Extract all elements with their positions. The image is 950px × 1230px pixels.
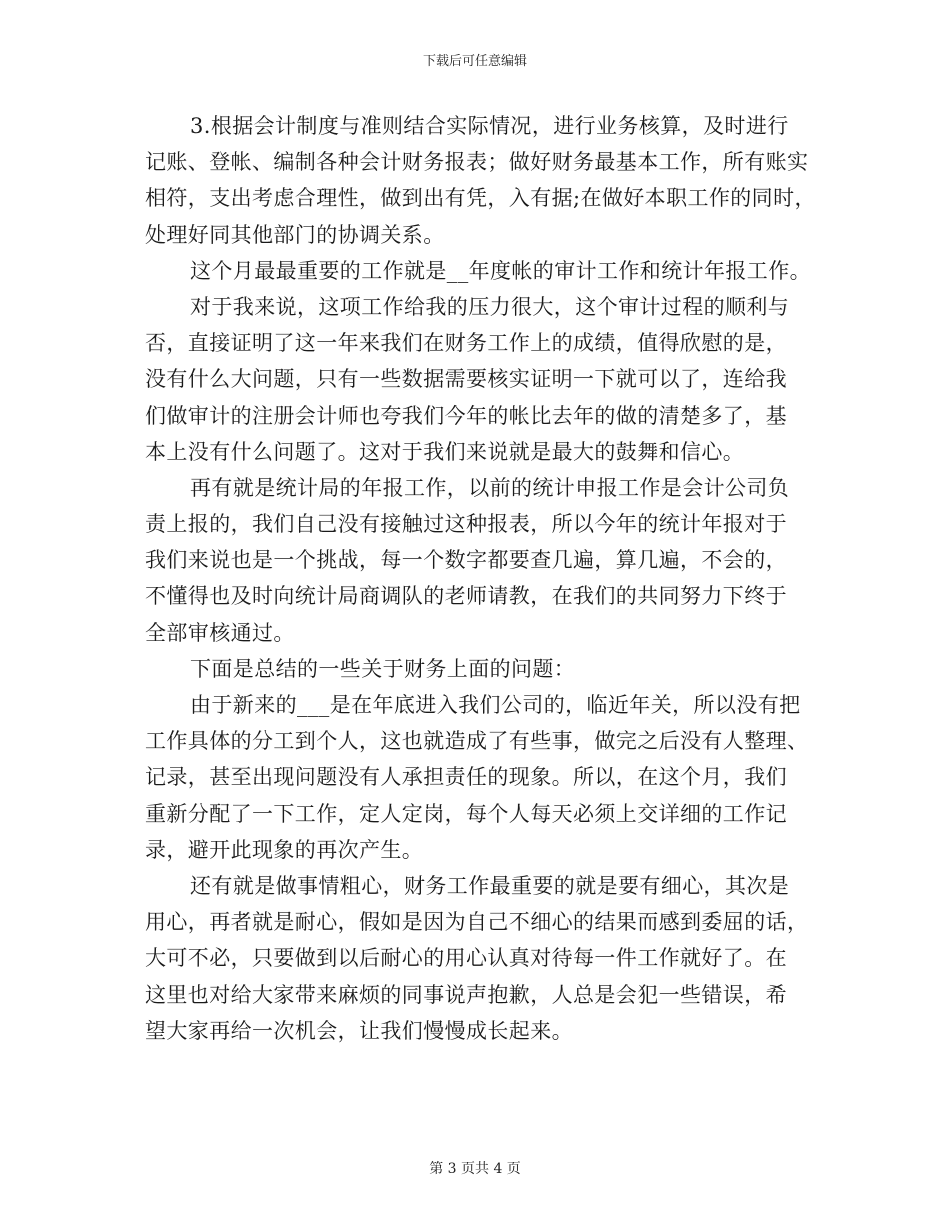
text-line: 责上报的，我们自己没有接触过这种报表，所以今年的统计年报对于 (145, 512, 787, 537)
text-line: 这个月最最重要的工作就是__年度帐的审计工作和统计年报工作。 (190, 258, 811, 283)
text-line: 不懂得也及时向统计局商调队的老师请教，在我们的共同努力下终于 (145, 584, 787, 609)
text-line: 记账、登帐、编制各种会计财务报表；做好财务最基本工作，所有账实 (145, 150, 809, 175)
text-line: 还有就是做事情粗心，财务工作最重要的就是要有细心，其次是 (190, 873, 790, 898)
paragraph (145, 470, 825, 651)
text-line: 下面是总结的一些关于财务上面的问题： (190, 656, 576, 681)
text-line: 全部审核通过。 (145, 620, 295, 645)
paragraph (145, 289, 825, 470)
paragraph (145, 651, 825, 687)
text-line: 处理好同其他部门的协调关系。 (145, 222, 445, 247)
text-line: 由于新来的___是在年底进入我们公司的，临近年关，所以没有把 (190, 693, 801, 717)
text-line: 望大家再给一次机会，让我们慢慢成长起来。 (145, 1018, 573, 1043)
text-line: 否，直接证明了这一年来我们在财务工作上的成绩，值得欣慰的是， (145, 331, 787, 356)
text-line: 我们来说也是一个挑战，每一个数字都要查几遍，算几遍，不会的， (145, 548, 787, 573)
text-line: 用心，再者就是耐心，假如是因为自己不细心的结果而感到委屈的话， (145, 910, 809, 935)
text-line: 工作具体的分工到个人，这也就造成了有些事，做完之后没有人整理、 (145, 729, 809, 754)
paragraph (145, 687, 825, 868)
text-line: 录，避开此现象的再次产生。 (145, 837, 424, 862)
text-line: 重新分配了一下工作，定人定岗，每个人每天必须上交详细的工作记 (145, 801, 787, 826)
text-line: 们做审计的注册会计师也夸我们今年的帐比去年的做的清楚多了，基 (145, 403, 787, 428)
text-line: 对于我来说，这项工作给我的压力很大，这个审计过程的顺利与 (190, 294, 790, 319)
paragraph (145, 108, 825, 253)
text-line: 本上没有什么问题了。这对于我们来说就是最大的鼓舞和信心。 (145, 439, 745, 464)
paragraph (145, 253, 825, 289)
paragraph (145, 868, 825, 1049)
text-line: 再有就是统计局的年报工作，以前的统计申报工作是会计公司负 (190, 475, 790, 500)
text-line: 3.根据会计制度与准则结合实际情况，进行业务核算，及时进行 (190, 114, 789, 138)
page-header: 下载后可任意编辑 (422, 54, 527, 69)
text-line: 没有什么大问题，只有一些数据需要核实证明一下就可以了，连给我 (145, 367, 787, 392)
text-line: 这里也对给大家带来麻烦的同事说声抱歉，人总是会犯一些错误，希 (145, 982, 787, 1007)
text-line: 大可不必，只要做到以后耐心的用心认真对待每一件工作就好了。在 (145, 946, 787, 971)
text-line: 相符，支出考虑合理性，做到出有凭，入有据;在做好本职工作的同时， (145, 186, 816, 211)
page-number: 第 3 页共 4 页 (429, 1161, 521, 1177)
text-line: 记录，甚至出现问题没有人承担责任的现象。所以，在这个月，我们 (145, 765, 787, 790)
document-body (145, 108, 825, 1049)
